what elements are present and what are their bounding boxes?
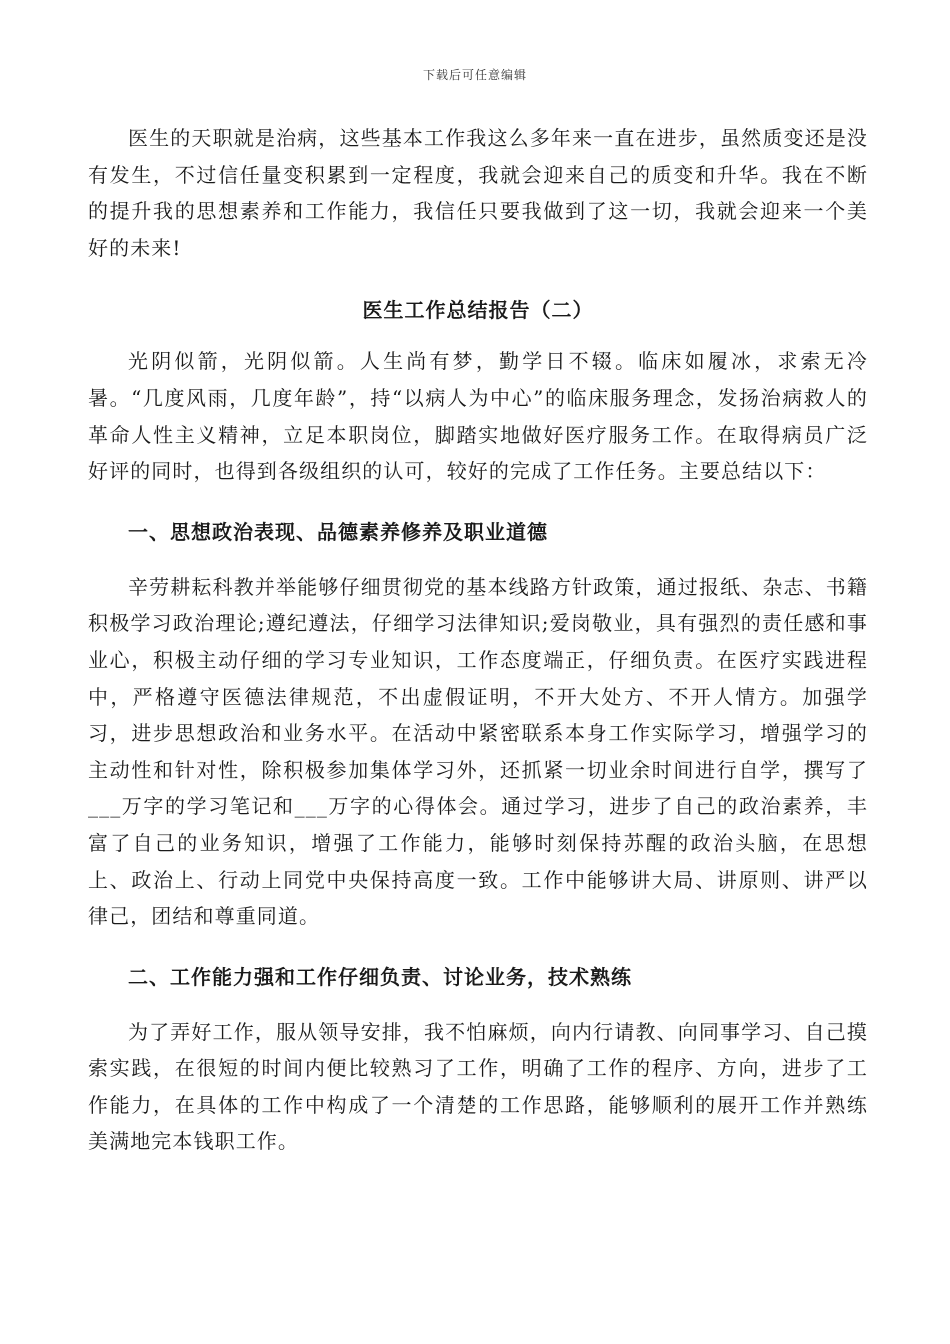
intro-paragraph: 医生的天职就是治病，这些基本工作我这么多年来一直在进步，虽然质变还是没有发生，不过信任量变积累到一定程度，我就会迎来自己的质变和升华。我在不断的提升我的思想素养和工作能力，我信任只要我做到了这一切，我就会迎来一个美好的未来! bbox=[88, 126, 868, 260]
section-1-paragraph: 辛劳耕耘科教并举能够仔细贯彻党的基本线路方针政策，通过报纸、杂志、书籍积极学习政治理论;遵纪遵法，仔细学习法律知识;爱岗敬业，具有强烈的责任感和事业心，积极主动仔细的学习专业知识，工作态度端正，仔细负责。在医疗实践进程中，严格遵守医德法律规范，不出虚假证明，不开大处方、不开人情方。加强学习，进步思想政治和业务水平。在活动中紧密联系本身工作实际学习，增强学习的主动性和针对性，除积极参加集体学习外，还抓紧一切业余时间进行自学，撰写了___万字的学习笔记和___万字的心得体会。通过学习，进步了自己的政治素养，丰富了自己的业务知识，增强了工作能力，能够时刻保持苏醒的政治头脑，在思想上、政治上、行动上同党中央保持高度一致。工作中能够讲大局、讲原则、讲严以律己，团结和尊重同道。 bbox=[88, 574, 868, 929]
section-2-paragraph: 为了弄好工作，服从领导安排，我不怕麻烦，向内行请教、向同事学习、自己摸索实践，在很短的时间内便比较熟习了工作，明确了工作的程序、方向，进步了工作能力，在具体的工作中构成了一个清楚的工作思路，能够顺利的展开工作并熟练美满地完本钱职工作。 bbox=[88, 1019, 868, 1154]
section-1-heading: 一、思想政治表现、品德素养修养及职业道德 bbox=[128, 519, 548, 544]
paragraph-1: 光阴似箭，光阴似箭。人生尚有梦，勤学日不辍。临床如履冰，求索无冷暑。“几度风雨，几度年龄”，持“以病人为中心”的临床服务理念，发扬治病救人的革命人性主义精神，立足本职岗位，脚踏实地做好医疗服务工作。在取得病员广泛好评的同时，也得到各级组织的认可，较好的完成了工作任务。主要总结以下： bbox=[88, 349, 868, 484]
document-title: 医生工作总结报告（二） bbox=[362, 298, 594, 323]
header-note: 下载后可任意编辑 bbox=[422, 68, 527, 82]
document-body bbox=[88, 120, 868, 1160]
section-2-heading: 二、工作能力强和工作仔细负责、讨论业务，技术熟练 bbox=[128, 964, 632, 989]
